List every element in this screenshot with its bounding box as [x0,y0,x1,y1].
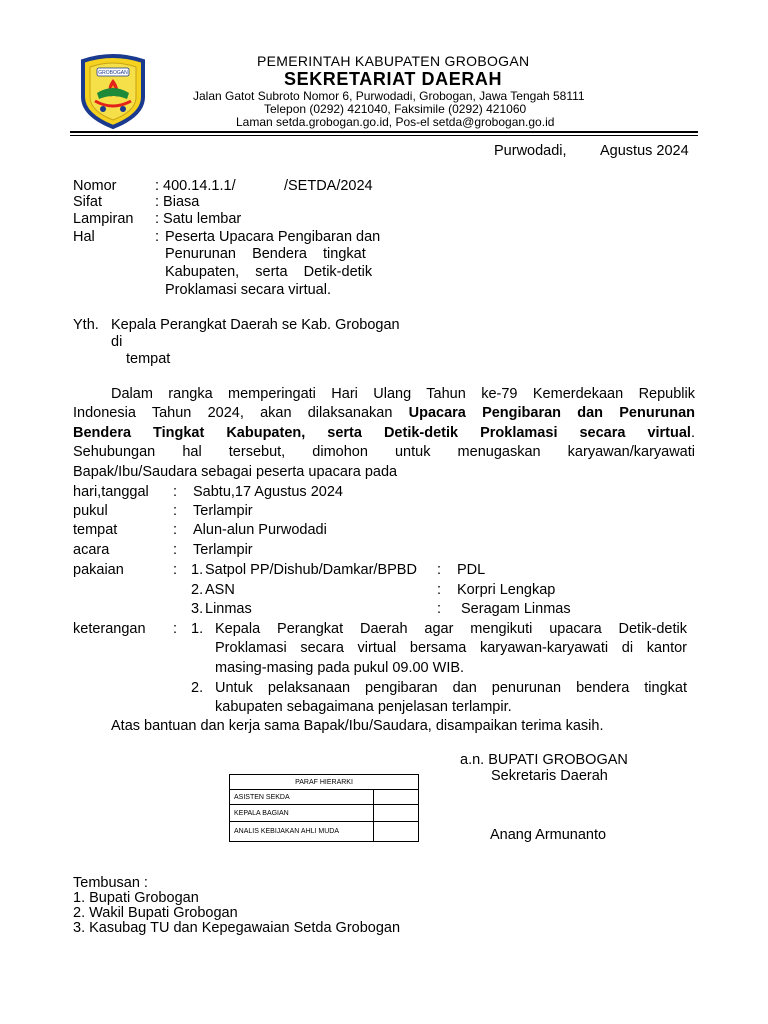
keterangan-line [215,679,687,697]
body-line-5: Bapak/Ibu/Saudara sebagai peserta upacara pada [73,464,398,480]
letterhead-phone: Telepon (0292) 421040, Faksimile (0292) 421060 [264,102,527,116]
paraf-sign-cell [374,822,419,842]
detail-colon: : [173,542,178,558]
signature-title: Sekretaris Daerah [491,768,608,784]
pakaian-value: Seragam Linmas [461,601,571,617]
paraf-sign-cell [374,790,419,805]
detail-value: Alun-alun Purwodadi [193,522,327,538]
pakaian-value: Korpri Lengkap [457,582,556,598]
keterangan-text: Proklamasi secara virtual bersama karyawan-karyawati di kantor [215,640,687,656]
keterangan-line: masing-masing pada pukul 09.00 WIB. [215,660,465,676]
yth-label: Yth. [73,317,99,333]
letterhead-web: Laman setda.grobogan.go.id, Pos-el setda@grobogan.go.id [236,115,555,129]
paraf-role: ANALIS KEBIJAKAN AHLI MUDA [230,822,374,842]
hal-line: Proklamasi secara virtual. [165,282,331,298]
sifat-label: Sifat [73,194,103,210]
detail-colon: : [173,484,178,500]
body-line-2 [73,404,695,422]
paraf-table [229,774,419,842]
signature-on-behalf: a.n. BUPATI GROBOGAN [460,752,628,768]
pakaian-label: pakaian [73,562,124,578]
body-line-1 [111,385,695,403]
body-text: . [690,425,695,441]
paraf-sign-cell [374,805,419,822]
event-name-bold: Upacara Pengibaran dan Penurunan [408,405,695,421]
keterangan-label: keterangan [73,621,146,637]
keterangan-text: Kepala Perangkat Daerah agar mengikuti upacara Detik-detik [215,621,687,637]
nomor-label: Nomor [73,178,117,194]
detail-value: Terlampir [193,503,253,519]
detail-value: Sabtu,17 Agustus 2024 [193,484,343,500]
lampiran-label: Lampiran [73,211,134,227]
pakaian-colon: : [437,562,442,578]
recipient: Kepala Perangkat Daerah se Kab. Grobogan [111,317,400,333]
body-line-3 [73,424,695,442]
detail-label: pukul [73,503,108,519]
pakaian-colon: : [173,562,178,578]
paraf-role: KEPALA BAGIAN [230,805,374,822]
pakaian-value: PDL [457,562,486,578]
letterhead-rule-thick [70,131,698,133]
pakaian-colon: : [437,601,442,617]
nomor-value: : 400.14.1.1/ /SETDA/2024 [155,178,373,194]
regency-logo [73,53,153,129]
body-text: Dalam rangka memperingati Hari Ulang Tahun ke-79 Kemerdekaan Republik [111,386,695,402]
body-text: Indonesia Tahun 2024, akan dilaksanakan [73,405,409,421]
detail-label: hari,tanggal [73,484,149,500]
event-name-bold: Bendera Tingkat Kabupaten, serta Detik-detik Proklamasi secara virtual [73,425,691,441]
letterhead-rule-thin [70,135,698,136]
sifat-value: : Biasa [155,194,200,210]
pakaian-name: Satpol PP/Dishub/Damkar/BPBD [205,562,417,578]
detail-colon: : [173,503,178,519]
tembusan-item: 3. Kasubag TU dan Kepegawaian Setda Grobogan [73,920,401,936]
detail-label: acara [73,542,110,558]
hal-colon: : [155,229,160,245]
detail-value: Terlampir [193,542,253,558]
body-text: Sehubungan hal tersebut, dimohon untuk menugaskan karyawan/karyawati [73,444,695,460]
pakaian-num: 1. [191,562,204,578]
pakaian-num: 3. [191,601,204,617]
tembusan-title: Tembusan : [73,875,148,891]
pakaian-name: ASN [205,582,235,598]
tembusan-item: 1. Bupati Grobogan [73,890,199,906]
date-place: Purwodadi, [494,143,567,159]
hal-line: Penurunan Bendera tingkat [165,246,366,262]
pakaian-name: Linmas [205,601,252,617]
keterangan-colon: : [173,621,178,637]
detail-colon: : [173,522,178,538]
hal-label: Hal [73,229,95,245]
keterangan-num: 2. [191,680,204,696]
logo-banner-text: GROBOGAN [98,70,128,76]
closing-sentence: Atas bantuan dan kerja sama Bapak/Ibu/Saudara, disampaikan terima kasih. [111,718,604,734]
address-di: di [111,334,123,350]
letterhead-government: PEMERINTAH KABUPATEN GROBOGAN [257,53,530,69]
keterangan-line [215,639,687,657]
pakaian-num: 2. [191,582,204,598]
keterangan-line [215,620,687,638]
keterangan-num: 1. [191,621,204,637]
detail-label: tempat [73,522,118,538]
keterangan-text: Untuk pelaksanaan pengibaran dan penurunan bendera tingkat [215,680,687,696]
hal-line: Kabupaten, serta Detik-detik [165,264,373,280]
pakaian-colon: : [437,582,442,598]
date-month-year: Agustus 2024 [600,143,689,159]
tembusan-item: 2. Wakil Bupati Grobogan [73,905,238,921]
lampiran-value: : Satu lembar [155,211,242,227]
paraf-role: ASISTEN SEKDA [230,790,374,805]
letterhead-office: SEKRETARIAT DAERAH [284,69,503,89]
signature-name: Anang Armunanto [490,827,607,843]
hal-line: Peserta Upacara Pengibaran dan [165,229,381,245]
letterhead-address: Jalan Gatot Subroto Nomor 6, Purwodadi, Grobogan, Jawa Tengah 58111 [193,89,585,103]
body-line-4 [73,443,695,461]
paraf-header: PARAF HIERARKI [230,775,419,790]
address-tempat: tempat [126,351,171,367]
keterangan-line: kabupaten sebagaimana penjelasan terlampir. [215,699,512,715]
